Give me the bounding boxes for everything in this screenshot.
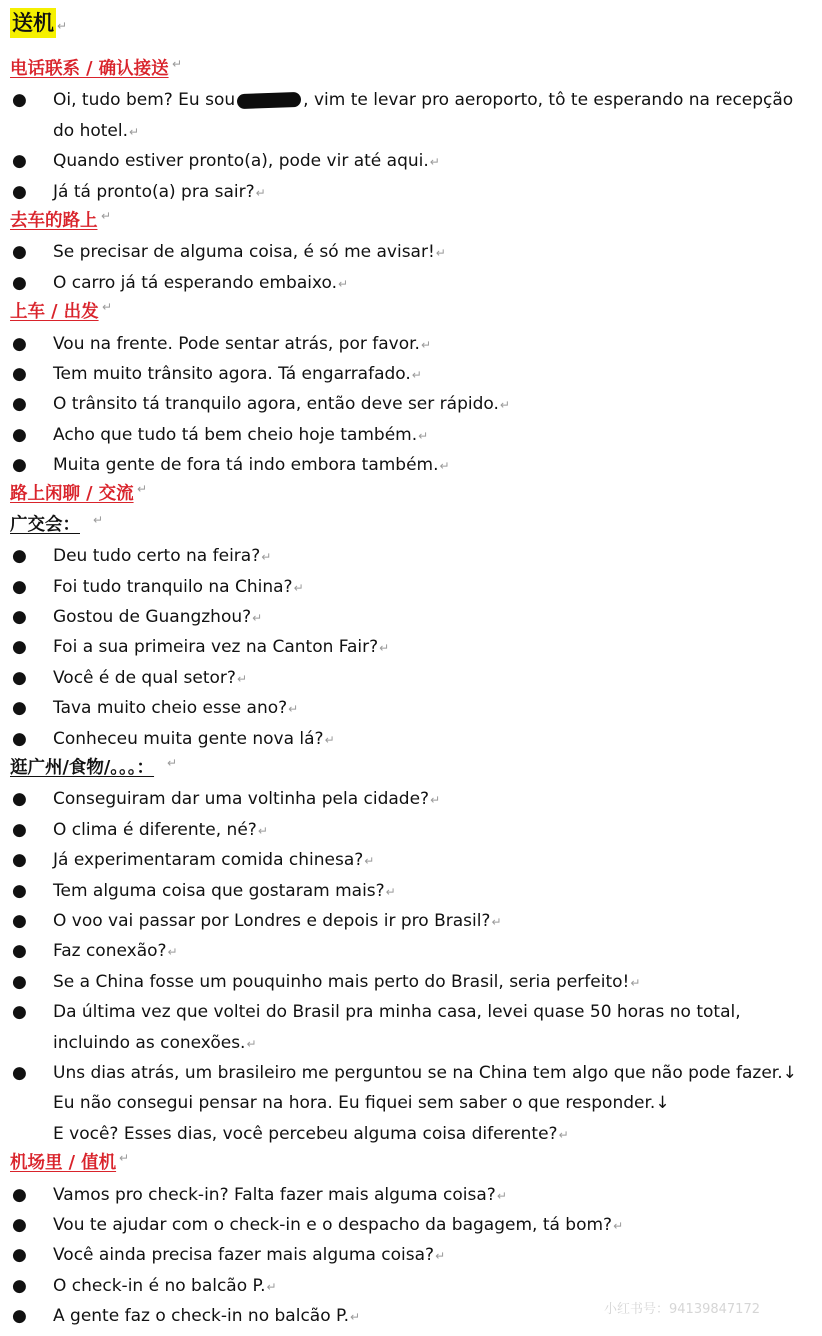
subsection-heading: 逛广州/食物/。。。： [10,758,155,778]
subsection-heading: 广交会： [10,514,80,535]
paragraph-mark: ↵ [435,246,446,261]
bullet-icon: ● [12,394,27,415]
subsection-heading-row [0,511,822,541]
list-item-text [53,906,817,937]
bullet-icon: ● [12,546,27,567]
section-heading: 机场里 / 值机 [10,1153,117,1174]
paragraph-mark: ↵ [385,884,396,899]
list-item-label: Se precisar de alguma coisa, é só me avisar! [53,242,435,263]
list-item-text [53,359,817,390]
section-heading: 路上闲聊 / 交流 [10,484,134,505]
list-item [0,450,822,480]
list-item [0,936,822,966]
list-item-label: Tem alguma coisa que gostaram mais? [53,880,385,901]
list-item [0,632,822,662]
list-item [0,693,822,723]
list-item-text [53,268,817,299]
document-content [0,55,822,1331]
list-item-text [53,876,817,907]
bullet-icon: ● [12,637,27,658]
bullet-icon: ● [12,1002,27,1023]
list-item-text [53,784,817,815]
paragraph-mark: ↵ [236,671,248,686]
list-item-text [53,663,817,694]
list-item-label: Da última vez que voltei do Brasil pra minha casa, levei quase 50 horas no total, incluindo as conexões. [53,1002,741,1053]
bullet-icon: ● [12,1214,27,1235]
paragraph-mark: ↵ [420,337,432,352]
list-item-text [53,572,817,603]
paragraph-mark: ↵ [630,975,641,990]
bullet-icon: ● [12,1275,27,1296]
bullet-icon: ● [12,880,27,901]
list-item [0,815,822,845]
bullet-icon: ● [12,941,27,962]
paragraph-mark: ↵ [293,580,304,595]
list-item-label: Acho que tudo tá bem cheio hoje também. [53,424,418,445]
list-item [0,1058,822,1149]
list-item-text [53,420,817,451]
list-item [0,329,822,359]
paragraph-mark: ↵ [350,1310,361,1325]
section-heading: 上车 / 出发 [10,302,99,323]
list-item-label: O clima é diferente, né? [53,819,257,840]
bullet-icon: ● [12,789,27,810]
list-item-text [53,329,817,360]
section-heading-row [0,1149,822,1179]
list-item-text [53,693,817,724]
list-item [0,237,822,267]
watermark-text: 小红书号：94139847172 [604,1302,760,1317]
list-item-label: O carro já tá esperando embaixo. [53,272,338,293]
paragraph-mark: ↵ [101,208,112,223]
list-item [0,572,822,602]
paragraph-mark: ↵ [499,398,510,413]
bullet-icon: ● [12,850,27,871]
list-item [0,420,822,450]
section-heading: 电话联系 / 确认接送 [10,59,169,79]
bullet-icon: ● [12,272,27,293]
list-item-text [53,997,817,1059]
list-item-label: A gente faz o check-in no balcão P. [53,1306,350,1327]
paragraph-mark: ↵ [137,482,148,497]
bullet-icon: ● [12,667,27,688]
bullet-icon: ● [12,698,27,719]
list-item-label: Quando estiver pronto(a), pode vir até aqui. [53,151,429,172]
paragraph-mark: ↵ [496,1188,507,1203]
list-item [0,1271,822,1301]
bullet-icon: ● [12,181,27,202]
bullet-icon: ● [12,1184,27,1205]
section-heading: 去车的路上 [10,210,98,231]
list-item-label: O check-in é no balcão P. [53,1275,266,1296]
bullet-icon: ● [12,151,27,172]
list-item-text [53,632,817,663]
list-item [0,602,822,632]
paragraph-mark: ↵ [257,823,268,838]
paragraph-mark: ↵ [102,300,113,315]
list-item-label: Conseguiram dar uma voltinha pela cidade? [53,789,430,810]
list-item-text [53,541,817,572]
section-heading-row [0,55,822,85]
list-item-label: Deu tudo certo na feira? [53,546,261,567]
paragraph-mark: ↵ [255,185,266,200]
list-item-text [53,1180,817,1211]
list-item-label: Uns dias atrás, um brasileiro me perguntou se na China tem algo que não pode fazer.↓ Eu não consegui pensar na hora. Eu fiquei sem saber o que responder.↓ E você? Esses dias, você percebeu alguma coisa diferente? [53,1062,797,1144]
list-item-text [53,237,817,268]
list-item-text [53,724,817,755]
list-item-text [53,85,817,147]
paragraph-mark: ↵ [252,611,263,626]
paragraph-mark: ↵ [167,756,178,770]
redaction-mark [237,92,301,109]
paragraph-mark: ↵ [411,367,422,382]
bullet-icon: ● [12,728,27,749]
document-title: 送机 [10,8,56,38]
list-item [0,876,822,906]
list-item-label: Vou na frente. Pode sentar atrás, por favor. [53,333,420,354]
paragraph-mark: ↵ [429,155,440,170]
paragraph-mark: ↵ [435,1249,446,1264]
list-item-label: Se a China fosse um pouquinho mais perto do Brasil, seria perfeito! [53,971,630,992]
list-item [0,663,822,693]
list-item-label: Você ainda precisa fazer mais alguma coisa? [53,1245,435,1266]
list-item-text [53,177,817,208]
list-item [0,359,822,389]
paragraph-mark: ↵ [266,1279,277,1294]
bullet-icon: ● [12,819,27,840]
paragraph-mark: ↵ [439,459,450,474]
paragraph-mark: ↵ [364,854,375,869]
list-item-text [53,1240,817,1271]
list-item-label: Tem muito trânsito agora. Tá engarrafado. [53,363,411,384]
section-heading-row [0,207,822,237]
list-item-label: O trânsito tá tranquilo agora, então deve ser rápido. [53,394,499,415]
section-heading-row [0,298,822,328]
list-item-label: Foi a sua primeira vez na Canton Fair? [53,637,379,658]
bullet-icon: ● [12,1245,27,1266]
paragraph-mark: ↵ [430,793,441,808]
bullet-icon: ● [12,242,27,263]
list-item-text [53,845,817,876]
list-item-label: Faz conexão? [53,941,167,962]
list-item-label: Vamos pro check-in? Falta fazer mais alguma coisa? [53,1184,496,1205]
list-item-label: Já experimentaram comida chinesa? [53,850,364,871]
paragraph-mark: ↵ [93,512,104,527]
paragraph-mark: ↵ [57,19,68,33]
bullet-icon: ● [12,90,27,111]
paragraph-mark: ↵ [119,1151,130,1166]
list-item-label: Foi tudo tranquilo na China? [53,576,293,597]
list-item-label: Conheceu muita gente nova lá? [53,728,324,749]
paragraph-mark: ↵ [558,1127,569,1142]
list-item-label: Gostou de Guangzhou? [53,607,252,628]
list-item-text-after: , vim te levar pro aeroporto, tô te esperando na recepção do hotel. [53,90,794,141]
list-item [0,177,822,207]
bullet-icon: ● [12,1306,27,1327]
list-item-text [53,936,817,967]
list-item [0,268,822,298]
list-item-text [53,815,817,846]
list-item-label: Você é de qual setor? [53,667,236,688]
list-item [0,1180,822,1210]
list-item [0,146,822,176]
paragraph-mark: ↵ [261,550,272,565]
bullet-icon: ● [12,455,27,476]
list-item [0,845,822,875]
paragraph-mark: ↵ [491,914,502,929]
list-item [0,906,822,936]
bullet-icon: ● [12,424,27,445]
subsection-heading-row [0,754,822,784]
list-item-text [53,450,817,481]
section-heading-row [0,480,822,510]
bullet-icon: ● [12,576,27,597]
bullet-icon: ● [12,971,27,992]
bullet-icon: ● [12,363,27,384]
list-item-text [53,967,817,998]
paragraph-mark: ↵ [246,1036,257,1051]
list-item-text [53,146,817,177]
paragraph-mark: ↵ [613,1218,624,1233]
list-item-label: Tava muito cheio esse ano? [53,698,288,719]
list-item-label: O voo vai passar por Londres e depois ir pro Brasil? [53,910,491,931]
list-item [0,967,822,997]
list-item-text [53,1210,817,1241]
paragraph-mark: ↵ [418,428,429,443]
list-item [0,997,822,1058]
title-row [10,8,67,40]
paragraph-mark: ↵ [288,702,299,717]
list-item-label: Vou te ajudar com o check-in e o despacho da bagagem, tá bom? [53,1214,613,1235]
bullet-icon: ● [12,1062,27,1083]
list-item [0,1240,822,1270]
list-item [0,724,822,754]
list-item [0,85,822,146]
bullet-icon: ● [12,910,27,931]
paragraph-mark: ↵ [338,276,349,291]
list-item-label: Já tá pronto(a) pra sair? [53,181,255,202]
list-item [0,389,822,419]
list-item-text [53,1058,817,1150]
list-item [0,1210,822,1240]
bullet-icon: ● [12,607,27,628]
list-item-text-before: Oi, tudo bem? Eu sou [53,90,236,111]
list-item-label: Muita gente de fora tá indo embora também. [53,455,439,476]
paragraph-mark: ↵ [379,641,390,656]
paragraph-mark: ↵ [324,732,335,747]
paragraph-mark: ↵ [172,57,183,71]
list-item-text [53,389,817,420]
list-item-text [53,602,817,633]
paragraph-mark: ↵ [129,124,140,139]
list-item [0,541,822,571]
bullet-icon: ● [12,333,27,354]
list-item [0,784,822,814]
paragraph-mark: ↵ [167,945,178,960]
